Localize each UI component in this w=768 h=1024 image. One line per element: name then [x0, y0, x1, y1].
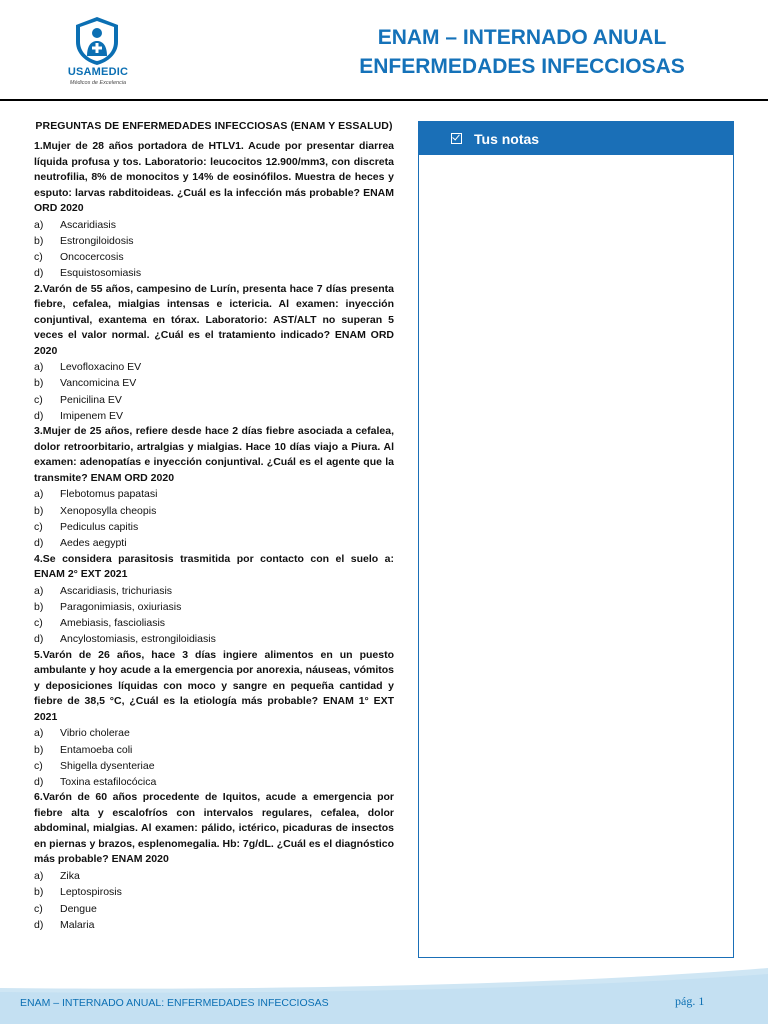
option-letter: c) [34, 251, 43, 264]
header-divider [0, 99, 768, 101]
option-letter: c) [34, 617, 43, 630]
option-text: Paragonimiasis, oxiuriasis [60, 600, 182, 613]
document-title-line2: ENFERMEDADES INFECCIOSAS [359, 55, 685, 78]
option-letter: b) [34, 377, 44, 390]
notes-panel[interactable] [418, 121, 734, 958]
option-letter: b) [34, 743, 44, 756]
option-d [34, 265, 394, 281]
option-a [34, 868, 394, 884]
option-list [34, 359, 394, 424]
option-letter: c) [34, 393, 43, 406]
brand-name: USAMEDIC [67, 66, 129, 78]
option-b [34, 599, 394, 615]
page-footer [0, 960, 768, 1024]
option-text: Flebotomus papatasi [60, 488, 158, 501]
option-a [34, 725, 394, 741]
option-text: Imipenem EV [60, 410, 124, 423]
option-text: Estrongiloidosis [60, 234, 134, 247]
option-letter: c) [34, 902, 43, 915]
option-b [34, 884, 394, 900]
option-letter: b) [34, 504, 44, 517]
option-b [34, 503, 394, 519]
questions-column [34, 120, 394, 933]
option-a [34, 583, 394, 599]
question-text: 3.Mujer de 25 años, refiere desde hace 2 días fiebre asociada a cefalea, dolor retroorbitario, artralgias y mialgias. Hace 10 días viajo a Piura. Al examen: adenopatías e inyección conjuntival. ¿Cuál es el agente que la transmite? ENAM ORD 2020 [34, 425, 394, 484]
option-list [34, 583, 394, 648]
checkbox-icon [451, 133, 462, 144]
option-b [34, 742, 394, 758]
option-a [34, 217, 394, 233]
option-text: Shigella dysenteriae [60, 759, 155, 772]
document-title-line1: ENAM – INTERNADO ANUAL [377, 26, 667, 49]
option-letter: b) [34, 886, 44, 899]
option-letter: c) [34, 759, 43, 772]
notes-header [419, 122, 733, 155]
option-letter: d) [34, 537, 44, 550]
option-text: Toxina estafilocócica [60, 776, 157, 789]
option-letter: d) [34, 633, 44, 646]
option-text: Dengue [60, 902, 97, 915]
option-a [34, 486, 394, 502]
question-text: 1.Mujer de 28 años portadora de HTLV1. Acude por presentar diarrea líquida profusa y tos. Laboratorio: leucocitos 12.900/mm3, con discreta neutrofilia, 8% de monocitos y 14% de eosinófilos. Muestra de heces y esputo: larvas rabditoideas. ¿Cuál es la infección más probable? ENAM ORD 2020 [34, 140, 394, 214]
option-text: Esquistosomiasis [60, 267, 142, 280]
option-a [34, 359, 394, 375]
option-list [34, 486, 394, 551]
option-c [34, 392, 394, 408]
option-letter: d) [34, 918, 44, 931]
option-letter: a) [34, 361, 44, 374]
option-d [34, 774, 394, 790]
page-number: pág. 1 [675, 994, 705, 1008]
usamedic-logo [66, 14, 130, 96]
question-1 [34, 139, 394, 282]
option-letter: a) [34, 218, 44, 231]
option-text: Ascaridiasis, trichuriasis [60, 584, 173, 597]
page-header [0, 0, 768, 100]
option-text: Levofloxacino EV [60, 361, 142, 374]
shield-logo-icon [74, 16, 120, 66]
option-letter: a) [34, 869, 44, 882]
notes-title: Tus notas [474, 130, 540, 147]
option-c [34, 758, 394, 774]
option-letter: c) [34, 520, 43, 533]
option-text: Xenoposylla cheopis [60, 504, 157, 517]
option-c [34, 519, 394, 535]
section-title: PREGUNTAS DE ENFERMEDADES INFECCIOSAS (ENAM Y ESSALUD) [35, 120, 393, 132]
question-4 [34, 552, 394, 648]
option-letter: d) [34, 410, 44, 423]
option-d [34, 631, 394, 647]
option-c [34, 249, 394, 265]
footer-title: ENAM – INTERNADO ANUAL: ENFERMEDADES INFECCIOSAS [20, 997, 329, 1009]
option-d [34, 535, 394, 551]
option-text: Ascaridiasis [60, 218, 117, 231]
question-5 [34, 648, 394, 791]
option-text: Pediculus capitis [60, 520, 139, 533]
option-text: Aedes aegypti [60, 537, 127, 550]
option-b [34, 375, 394, 391]
option-letter: b) [34, 600, 44, 613]
option-text: Malaria [60, 918, 95, 931]
question-text: 4.Se considera parasitosis trasmitida por contacto con el suelo a: ENAM 2° EXT 2021 [34, 552, 394, 581]
option-d [34, 408, 394, 424]
option-text: Oncocercosis [60, 251, 124, 264]
option-d [34, 917, 394, 933]
option-list [34, 725, 394, 790]
option-list [34, 868, 394, 933]
question-6 [34, 790, 394, 933]
option-text: Vibrio cholerae [60, 727, 130, 740]
option-letter: a) [34, 584, 44, 597]
option-text: Penicilina EV [60, 393, 122, 406]
option-letter: a) [34, 488, 44, 501]
question-3 [34, 424, 394, 551]
question-text: 6.Varón de 60 años procedente de Iquitos, acude a emergencia por fiebre alta y escalofríos con intervalos regulares, cefalea, dolor abdominal, mialgias. Al examen: pálido, ictérico, picaduras de insectos en piernas y brazos, esplenomegalia. Hb: 7g/dL. ¿Cuál es el diagnóstico más probable? ENAM 2020 [34, 791, 395, 866]
option-b [34, 233, 394, 249]
footer-wave [0, 960, 768, 1024]
option-c [34, 615, 394, 631]
option-letter: a) [34, 727, 44, 740]
option-c [34, 901, 394, 917]
option-letter: b) [34, 234, 44, 247]
option-letter: d) [34, 267, 44, 280]
option-letter: d) [34, 776, 44, 789]
brand-tagline: Médicos de Excelencia [69, 80, 127, 86]
option-list [34, 217, 394, 282]
option-text: Vancomicina EV [60, 377, 137, 390]
question-text: 2.Varón de 55 años, campesino de Lurín, presenta hace 7 días presenta fiebre, cefalea, mialgias intensas e ictericia. Al examen: inyección conjuntival, exantema en tórax. Laboratorio: AST/ALT no superan 5 veces el valor normal. ¿Cuál es el tratamiento indicado? ENAM ORD 2020 [34, 282, 394, 357]
option-text: Zika [60, 869, 80, 882]
option-text: Ancylostomiasis, estrongiloidiasis [60, 633, 216, 646]
option-text: Entamoeba coli [60, 743, 133, 756]
question-2 [34, 282, 394, 425]
option-text: Leptospirosis [60, 886, 122, 899]
option-text: Amebiasis, fascioliasis [60, 617, 166, 630]
question-text: 5.Varón de 26 años, hace 3 días ingiere alimentos en un puesto ambulante y hoy acude a la emergencia por anorexia, náuseas, vómitos y deposiciones líquidas con moco y sangre en pequeña cantidad y fiebre de 38,5 °C, ¿Cuál es la etiología más probable? ENAM 1° EXT 2021 [34, 648, 394, 723]
